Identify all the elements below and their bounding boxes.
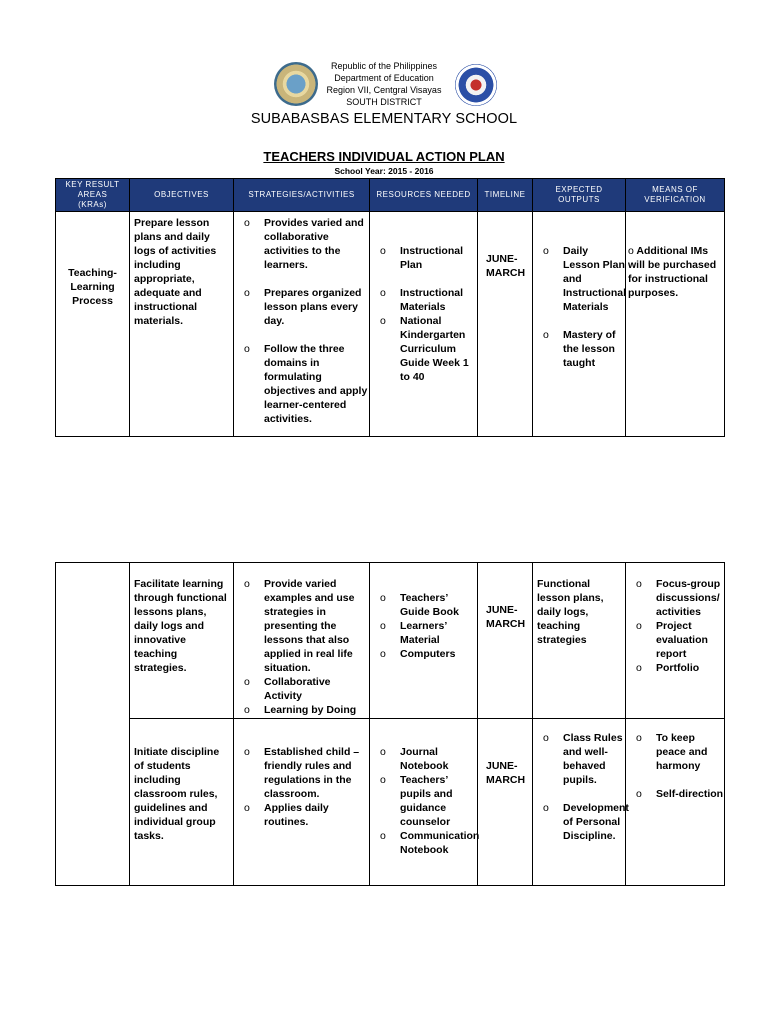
list-item: o Portfolio (626, 661, 724, 675)
means-cell (626, 719, 725, 886)
timeline-cell: JUNE-MARCH (478, 719, 533, 886)
kra-cell: Teaching-Learning Process (56, 212, 130, 437)
timeline-cell: JUNE-MARCH (478, 563, 533, 719)
list-item: o Journal Notebook (370, 745, 477, 773)
list-item: o Computers (370, 647, 477, 661)
header-department: Department of Education (334, 73, 434, 83)
table-row (56, 719, 725, 886)
col-strategies: STRATEGIES/ACTIVITIES (234, 179, 370, 212)
school-name: SUBABASBAS ELEMENTARY SCHOOL (250, 111, 518, 127)
list-item: o National Kindergarten Curriculum Guide Week 1 to 40 (370, 314, 477, 384)
table-row (56, 563, 725, 719)
list-item: o Project evaluation report (626, 619, 724, 661)
list-item: o Teachers’ Guide Book (370, 591, 477, 619)
list-item: o Applies daily routines. (234, 801, 369, 829)
outputs-cell (533, 212, 626, 437)
means-cell: o Additional IMs will be purchased for instructional purposes. (626, 212, 725, 437)
strategies-cell (234, 212, 370, 437)
strategies-cell (234, 563, 370, 719)
list-item: o Teachers’ pupils and guidance counselor (370, 773, 477, 829)
list-item: o Collaborative Activity (234, 675, 369, 703)
col-outputs: EXPECTED OUTPUTS (533, 179, 626, 212)
list-item: o Instructional Materials (370, 286, 477, 314)
header-republic: Republic of the Philippines (330, 61, 438, 71)
list-item: o Provides varied and collaborative activities to the learners. (234, 216, 369, 272)
resources-cell (370, 212, 478, 437)
outputs-cell: Functional lesson plans, daily logs, teaching strategies (533, 563, 626, 719)
kra-cell (56, 563, 130, 886)
action-plan-table (55, 178, 725, 437)
header-region: Region VII, Centgral Visayas (326, 85, 442, 95)
col-means: MEANS OF VERIFICATION (626, 179, 725, 212)
outputs-cell (533, 719, 629, 886)
list-item: o Prepares organized lesson plans every day. (234, 286, 369, 328)
resources-cell (370, 563, 478, 719)
objective-cell: Prepare lesson plans and daily logs of activities including appropriate, adequate and instructional materials. (130, 212, 234, 437)
list-item: o Development of Personal Discipline. (533, 801, 625, 843)
means-cell (626, 563, 725, 719)
list-item: o To keep peace and harmony (626, 731, 724, 773)
school-year: School Year: 2015 - 2016 (334, 166, 434, 176)
table-row (56, 212, 725, 437)
list-item: o Established child – friendly rules and regulations in the classroom. (234, 745, 369, 801)
table-header-row (56, 179, 725, 212)
list-item: o Mastery of the lesson taught (533, 328, 625, 370)
list-item: o Learners’ Material (370, 619, 477, 647)
col-objectives: OBJECTIVES (130, 179, 234, 212)
strategies-cell (234, 719, 370, 886)
list-item: o Communication Notebook (370, 829, 477, 857)
col-timeline: TIMELINE (478, 179, 533, 212)
list-item: o Provide varied examples and use strategies in presenting the lessons that also applied in real life situation. (234, 577, 369, 675)
resources-cell (370, 719, 478, 886)
list-item: o Daily Lesson Plan and Instructional Materials (533, 244, 625, 314)
list-item: o Follow the three domains in formulating objectives and apply learner-centered activities. (234, 342, 369, 426)
list-item: o Instructional Plan (370, 244, 477, 272)
col-kra: KEY RESULT AREAS (KRAs) (56, 179, 130, 212)
action-plan-table-continued (55, 562, 725, 886)
objective-cell: Initiate discipline of students including classroom rules, guidelines and individual group tasks. (130, 719, 234, 886)
timeline-cell: JUNE-MARCH (478, 212, 533, 437)
list-item: o Self-direction (626, 787, 724, 801)
page-title: TEACHERS INDIVIDUAL ACTION PLAN (263, 149, 505, 164)
objective-cell: Facilitate learning through functional lessons plans, daily logs and innovative teaching strategies. (130, 563, 234, 719)
col-resources: RESOURCES NEEDED (370, 179, 478, 212)
list-item: o Learning by Doing (234, 703, 369, 717)
header-district: SOUTH DISTRICT (346, 97, 422, 107)
list-item: o Class Rules and well-behaved pupils. (533, 731, 625, 787)
list-item: o Focus-group discussions/ activities (626, 577, 724, 619)
